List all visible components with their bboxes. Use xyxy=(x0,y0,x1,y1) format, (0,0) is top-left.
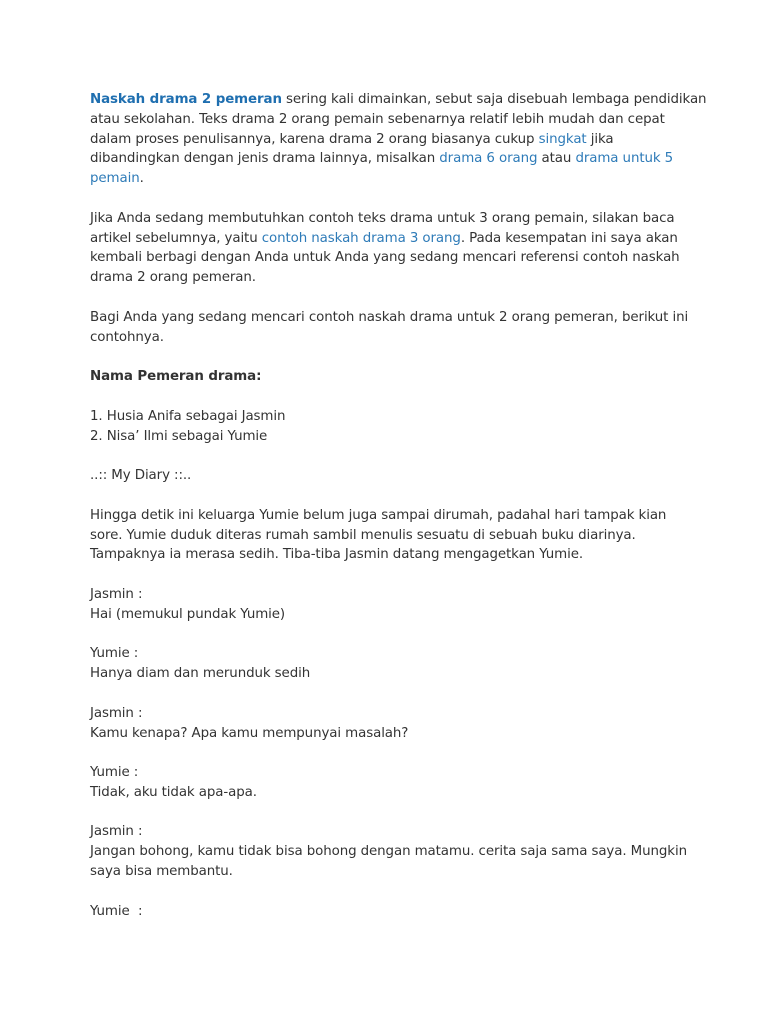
lead-in-text: Bagi Anda yang sedang mencari contoh naskah drama untuk 2 orang pemeran, berikut ini xyxy=(90,309,689,325)
link-contoh-naskah-drama-3-orang[interactable]: contoh naskah drama 3 orang xyxy=(261,230,461,246)
intro-text: dalam proses penulisannya, karena drama 2 orang biasanya cukup xyxy=(90,131,539,147)
cast-heading-block xyxy=(90,367,690,387)
dialogue-block xyxy=(90,763,690,803)
dialogue-block xyxy=(90,822,690,881)
cast-item: 2. Nisa’ Ilmi sebagai Yumie xyxy=(90,428,268,444)
intro-text: sering kali dimainkan, sebut saja disebuah lembaga pendidikan xyxy=(281,92,707,107)
reference-text: drama 2 orang pemeran. xyxy=(90,270,256,286)
dialogue-block xyxy=(90,644,690,684)
narration-line: Hingga detik ini keluarga Yumie belum juga sampai dirumah, padahal hari tampak kian xyxy=(90,507,667,523)
intro-text: . xyxy=(139,171,144,187)
intro-text: atau sekolahan. Teks drama 2 orang pemain sebenarnya relatif lebih mudah dan cepat xyxy=(90,111,665,127)
speaker-label: Yumie : xyxy=(90,646,139,662)
link-drama-untuk-5-pemain-cont[interactable]: pemain xyxy=(90,171,140,187)
dialogue-line: Hanya diam dan merunduk sedih xyxy=(90,666,311,682)
dialogue-line: Jangan bohong, kamu tidak bisa bohong dengan matamu. cerita saja sama saya. Mungkin xyxy=(90,844,687,860)
document-body xyxy=(90,90,707,941)
narration-line: Tampaknya ia merasa sedih. Tiba-tiba Jasmin datang mengagetkan Yumie. xyxy=(90,547,584,563)
cast-item: 1. Husia Anifa sebagai Jasmin xyxy=(90,408,286,424)
dialogue-block xyxy=(90,704,690,744)
narration-line: sore. Yumie duduk diteras rumah sambil menulis sesuatu di sebuah buku diarinya. xyxy=(90,527,636,543)
link-drama-6-orang[interactable]: drama 6 orang xyxy=(439,151,538,167)
cast-list xyxy=(90,407,690,447)
intro-text: jika xyxy=(586,131,614,147)
intro-text: atau xyxy=(537,151,576,167)
reference-text: artikel sebelumnya, yaitu xyxy=(90,230,262,246)
reference-paragraph xyxy=(90,209,690,288)
lead-in-paragraph xyxy=(90,308,690,348)
speaker-label: Yumie : xyxy=(90,903,143,919)
cast-heading: Nama Pemeran drama: xyxy=(90,369,262,385)
dialogue-line: Kamu kenapa? Apa kamu mempunyai masalah? xyxy=(90,725,409,741)
diary-title-block xyxy=(90,466,690,486)
speaker-label: Yumie : xyxy=(90,765,139,781)
dialogue-line: saya bisa membantu. xyxy=(90,864,233,880)
reference-text: Jika Anda sedang membutuhkan contoh teks drama untuk 3 orang pemain, silakan baca xyxy=(90,210,675,226)
intro-paragraph xyxy=(90,90,707,189)
lead-in-text: contohnya. xyxy=(90,329,164,345)
diary-title: ..:: My Diary ::.. xyxy=(90,468,192,484)
dialogue-line: Tidak, aku tidak apa-apa. xyxy=(90,784,257,800)
speaker-label: Jasmin : xyxy=(90,586,143,602)
intro-text: dibandingkan dengan jenis drama lainnya, misalkan xyxy=(90,151,440,167)
reference-text: . Pada kesempatan ini saya akan xyxy=(460,230,678,246)
link-drama-untuk-5-pemain[interactable]: drama untuk 5 xyxy=(575,151,674,167)
narration-paragraph xyxy=(90,506,690,565)
link-singkat[interactable]: singkat xyxy=(538,131,587,147)
dialogue-line: Hai (memukul pundak Yumie) xyxy=(90,606,286,622)
speaker-label: Jasmin : xyxy=(90,705,143,721)
dialogue-block xyxy=(90,902,690,922)
dialogue-block xyxy=(90,585,690,625)
link-naskah-drama-2-pemeran[interactable]: Naskah drama 2 pemeran xyxy=(90,92,282,107)
speaker-label: Jasmin : xyxy=(90,824,143,840)
reference-text: kembali berbagi dengan Anda untuk Anda yang sedang mencari referensi contoh naskah xyxy=(90,250,680,266)
